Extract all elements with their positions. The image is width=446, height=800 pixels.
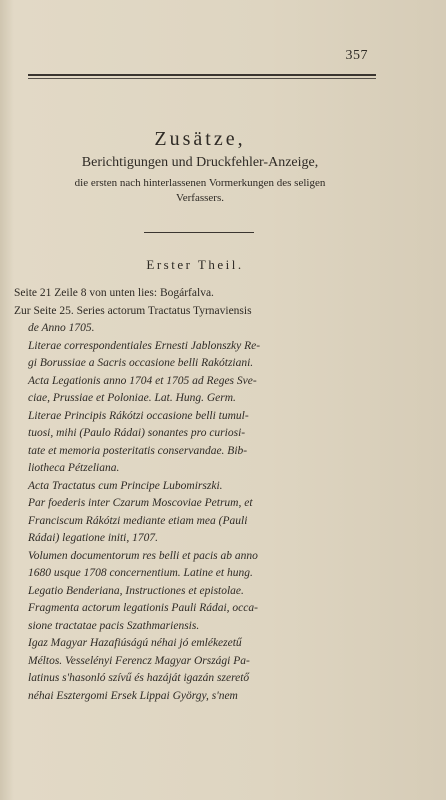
body-text (14, 285, 386, 705)
heading-note-line-2: Verfassers. (176, 192, 224, 204)
text-line: 1680 usque 1708 concernentium. Latine et hung. (28, 567, 253, 579)
page-subtitle: Berichtigungen und Druckfehler-Anzeige, (81, 155, 319, 170)
text-line: gi Borussiae a Sacris occasione belli Rakótziani. (28, 357, 254, 369)
text-line: Par foederis inter Czarum Moscoviae Petrum, et (28, 497, 253, 509)
section-heading: Erster Theil. (146, 257, 244, 272)
text-line: Fragmenta actorum legationis Pauli Rádai, occa- (28, 602, 258, 614)
text-line: Méltos. Vesselényi Ferencz Magyar Országi Pa- (28, 654, 250, 667)
text-line: Igaz Magyar Hazafiúságú néhai jó emlékezetű (28, 637, 242, 649)
text-line: Acta Tractatus cum Principe Lubomirszki. (28, 479, 223, 492)
text-line: Zur Seite 25. Series actorum Tractatus Tyrnaviensis (14, 304, 252, 317)
text-line: Rádai) legatione initi, 1707. (28, 532, 158, 544)
heading-note-line-1: die ersten nach hinterlassenen Vormerkungen des seligen (74, 177, 326, 189)
text-line: Literae Principis Rákótzi occasione belli tumul- (28, 409, 249, 422)
text-line: sione tractatae pacis Szathmariensis. (28, 619, 200, 632)
text-line: latinus s'hasonló szívű és hazáját igazán szerető (28, 672, 250, 684)
text-line: Franciscum Rákótzi mediante etiam mea (Pauli (28, 514, 248, 527)
text-line: de Anno 1705. (28, 322, 95, 334)
text-line: tuosi, mihi (Paulo Rádai) sonantes pro curiosi- (28, 427, 246, 439)
heading-block (0, 128, 400, 206)
text-line: liotheca Pétzeliana. (28, 462, 120, 474)
text-line: Literae correspondentiales Ernesti Jablonszky Re- (28, 339, 261, 352)
text-line: Seite 21 Zeile 8 von unten lies: Bogárfalva. (14, 287, 214, 299)
page-number: 357 (345, 48, 368, 63)
text-line: Acta Legationis anno 1704 et 1705 ad Reges Sve- (28, 374, 257, 387)
text-line: néhai Esztergomi Ersek Lippai György, s'nem (28, 689, 238, 702)
text-line: Volumen documentorum res belli et pacis ab anno (28, 549, 258, 562)
text-line: ciae, Prussiae et Poloniae. Lat. Hung. Germ. (28, 392, 236, 404)
header-rule (28, 74, 376, 76)
section-divider (144, 232, 254, 233)
header-rule-thin (28, 78, 376, 79)
page-title: Zusätze, (154, 128, 246, 150)
heading-note (0, 176, 400, 206)
text-line: tate et memoria posteritatis conservandae. Bib- (28, 444, 248, 457)
text-line: Legatio Benderiana, Instructiones et epistolae. (28, 584, 244, 597)
